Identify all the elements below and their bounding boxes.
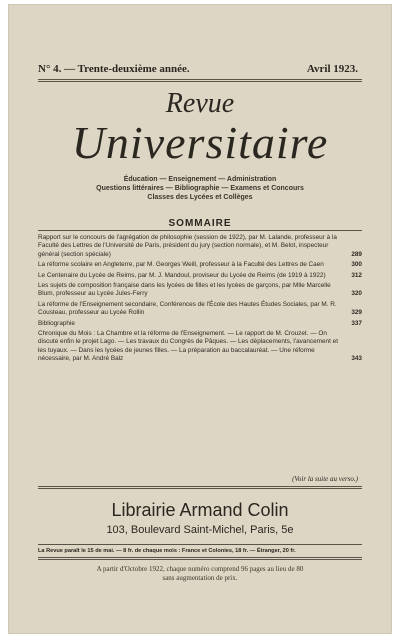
toc-entry-page: 337	[351, 319, 362, 327]
header-rule	[38, 79, 362, 80]
issue-header	[38, 63, 358, 75]
toc-entry-text: Chronique du Mois : La Chambre et la réforme de l'Enseignement. — Le rapport de M. Crouzet. — On discute enfin le projet Lago. — Les travaux du Congrès de Pâques. — Les déplacements, l'avancement et les tuyaux. — Dans les lycées de jeunes filles. — La préparation au baccalauréat. — Une réforme nécessaire, par M. André Balz	[38, 330, 338, 363]
toc-entry	[38, 320, 362, 328]
sommaire-heading: SOMMAIRE	[168, 218, 232, 229]
publisher-name: Librairie Armand Colin	[111, 500, 289, 520]
sommaire-rule	[38, 230, 362, 231]
toc-entry-text: Rapport sur le concours de l'agrégation de philosophie (session de 1922), par M. Lalande, professeur à la Faculté des Lettres de l'Université de Paris, président du jury (section normale), et M. Belot, inspecteur général (section spéciale)	[38, 234, 337, 258]
title-revue: Revue	[165, 88, 235, 119]
toc-entry-page: 320	[351, 290, 362, 298]
issue-date: Avril 1923.	[306, 63, 358, 75]
toc-entry-page: 289	[351, 250, 362, 258]
toc-entry-text: Bibliographie	[38, 319, 75, 327]
toc-entry	[38, 301, 362, 318]
toc-entry-page: 329	[351, 309, 362, 317]
toc-entry	[38, 282, 362, 299]
toc-entry	[38, 234, 362, 259]
header-rule-double	[38, 81, 362, 82]
toc-entry-page: 300	[351, 261, 362, 269]
toc-entry-text: La réforme scolaire en Angleterre, par M. Georges Weill, professeur à la Faculté des Lettres de Caen	[38, 261, 324, 269]
publisher-address: 103, Boulevard Saint-Michel, Paris, 5e	[106, 524, 294, 536]
page-count-notice	[8, 565, 392, 583]
notice-line-1: A partir d'Octobre 1922, chaque numéro comprend 96 pages au lieu de 80	[96, 565, 304, 573]
price-rule-bottom-double	[38, 559, 362, 560]
toc-entry-page: 343	[351, 355, 362, 363]
subscription-price: La Revue paraît le 15 de mai. — 8 fr. de chaque mois : France et Colonies, 18 fr. — Étranger, 20 fr.	[38, 548, 296, 554]
notice-line-2: sans augmentation de prix.	[162, 574, 238, 582]
magazine-cover	[8, 4, 392, 634]
price-rule-top	[38, 544, 362, 545]
publisher-rule-double	[38, 488, 362, 489]
toc-entry	[38, 330, 362, 364]
publisher-rule	[38, 486, 362, 487]
continued-note: (Voir la suite au verso.)	[292, 475, 358, 483]
toc-entry	[38, 261, 362, 269]
toc-entry-text: La réforme de l'Enseignement secondaire, Conférences de l'École des Hautes Études Sociales, par M. R. Cousteau, professeur au Lycée Rollin	[38, 300, 337, 317]
issue-number: N° 4. — Trente-deuxième année.	[38, 63, 190, 75]
toc-entry-page: 312	[351, 271, 362, 279]
price-rule-bottom	[38, 557, 362, 558]
toc-entry	[38, 272, 362, 280]
title-universitaire: Universitaire	[71, 117, 329, 168]
subjects-line-3: Classes des Lycées et Collèges	[147, 194, 253, 201]
toc-entry-text: Le Centenaire du Lycée de Reims, par M. J. Mandoul, proviseur du Lycée de Reims (de 1919 à 1922)	[38, 271, 326, 279]
toc-entry-text: Les sujets de composition française dans les lycées de filles et les lycées de garçons, par Mlle Marcelle Blum, professeur au Lycée Jules-Ferry	[38, 282, 331, 298]
subjects-line-2: Questions littéraires — Bibliographie — Examens et Concours	[96, 185, 304, 192]
table-of-contents	[38, 234, 362, 366]
subjects-line-1: Éducation — Enseignement — Administration	[123, 176, 277, 183]
